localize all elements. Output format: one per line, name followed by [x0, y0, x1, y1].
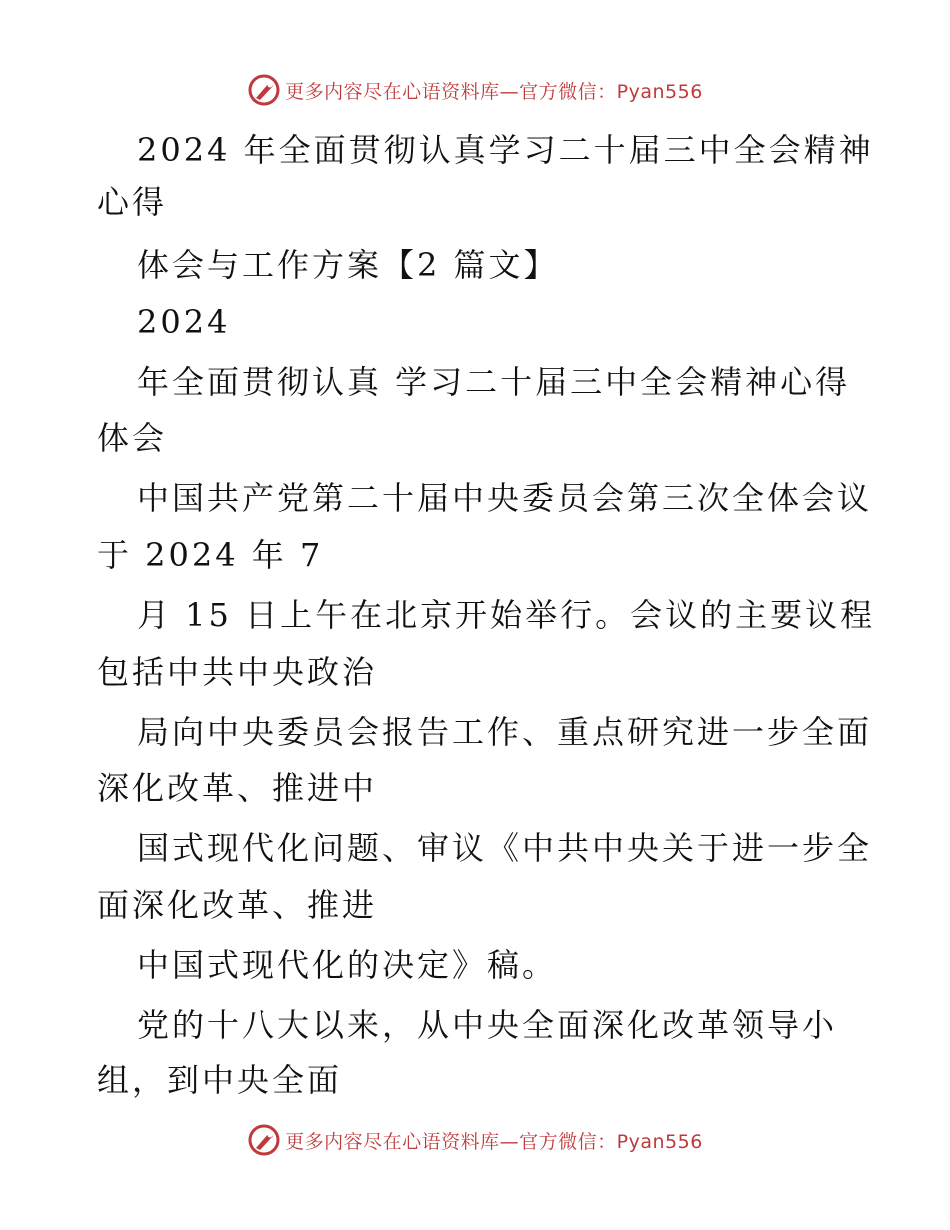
text-line: 中国式现代化的决定》稿。: [137, 946, 558, 984]
pen-logo-icon: [247, 1123, 281, 1157]
text-line: 心得: [97, 183, 168, 221]
text-line: 面深化改革、推进: [97, 886, 378, 924]
text-line: 中国共产党第二十届中央委员会第三次全体会议: [137, 479, 873, 517]
text-line: 组，到中央全面: [97, 1061, 343, 1099]
text-line: 党的十八大以来，从中央全面深化改革领导小: [137, 1006, 838, 1044]
watermark-text: 更多内容尽在心语资料库—官方微信：Pyan556: [285, 80, 703, 103]
text-line: 2024 年全面贯彻认真学习二十届三中全会精神: [137, 131, 874, 169]
text-line: 深化改革、推进中: [97, 769, 378, 807]
text-line: 体会: [97, 419, 168, 457]
text-line: 局向中央委员会报告工作、重点研究进一步全面: [137, 713, 873, 751]
text-line: 2024: [137, 303, 231, 341]
text-line: 国式现代化问题、审议《中共中央关于进一步全: [137, 829, 873, 867]
text-line: 年全面贯彻认真 学习二十届三中全会精神心得: [137, 363, 851, 401]
pen-logo-icon: [247, 73, 281, 107]
footer-watermark: [0, 1120, 950, 1160]
text-line: 月 15 日上午在北京开始举行。会议的主要议程: [137, 596, 876, 634]
watermark-text: 更多内容尽在心语资料库—官方微信：Pyan556: [285, 1130, 703, 1153]
header-watermark: [0, 70, 950, 110]
text-line: 体会与工作方案【2 篇文】: [137, 246, 559, 284]
text-line: 包括中共中央政治: [97, 653, 378, 691]
text-line: 于 2024 年 7: [97, 536, 324, 574]
